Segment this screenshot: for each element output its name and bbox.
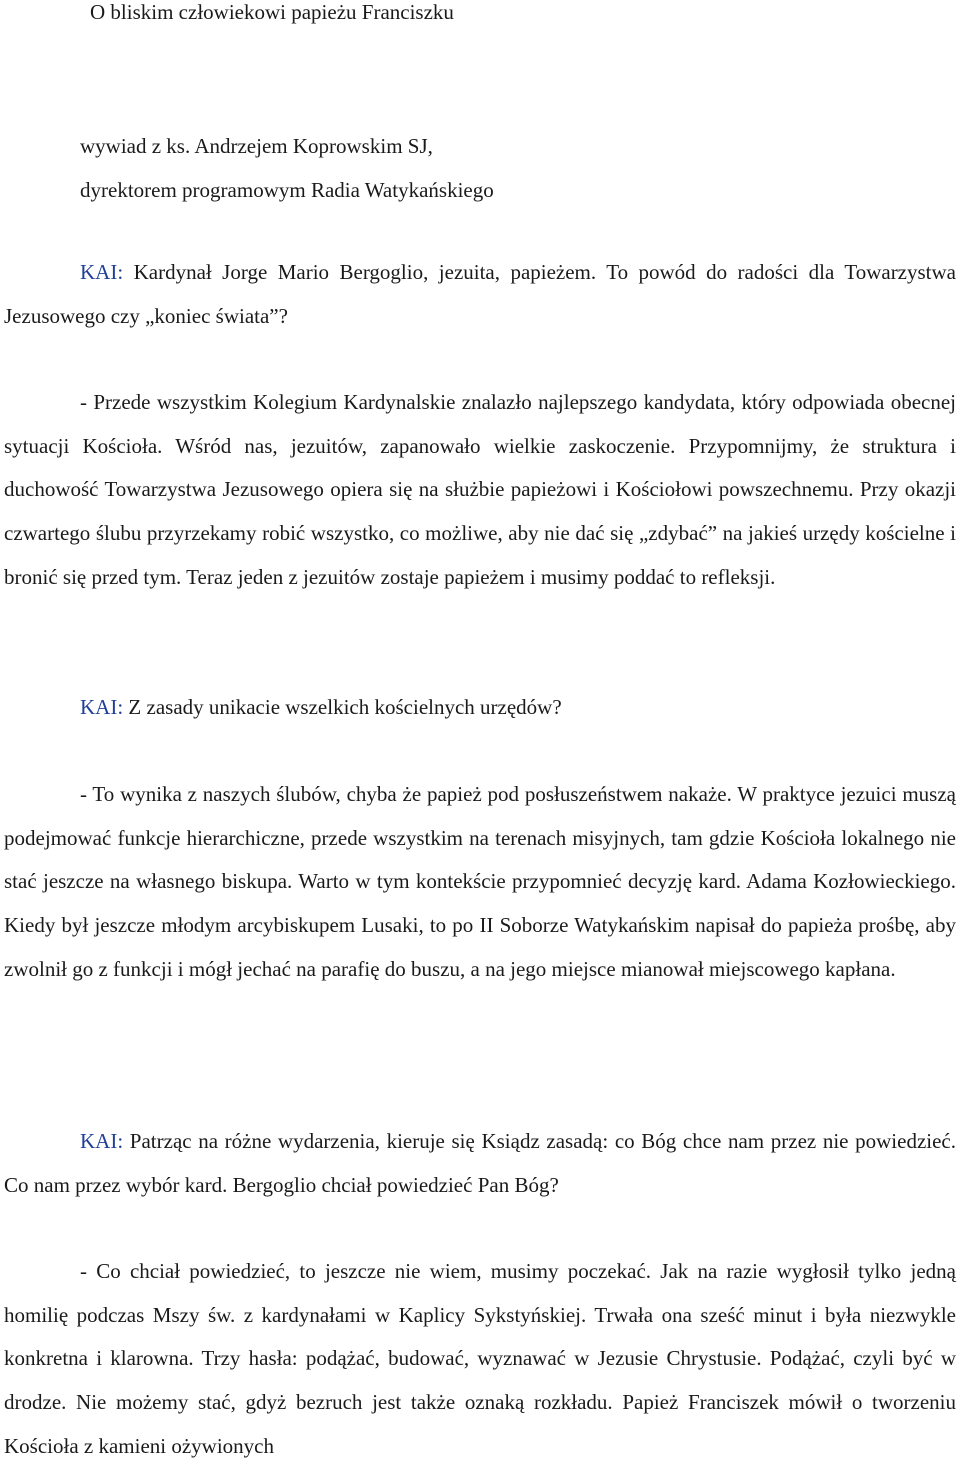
question-text: Kardynał Jorge Mario Bergoglio, jezuita, papieżem. To powód do radości dla Towarzystwa Jezusowego czy „koniec świata”? xyxy=(4,260,956,328)
subtitle-line: wywiad z ks. Andrzejem Koprowskim SJ, xyxy=(80,134,433,158)
answer-text: - Przede wszystkim Kolegium Kardynalskie znalazło najlepszego kandydata, który odpowiada obecnej sytuacji Kościoła. Wśród nas, jezuitów, zapanowało wielkie zaskoczenie. Przypomnijmy, że struktura i duchowość Towarzystwa Jezusowego opiera się na służbie papieżowi i Kościołowi powszechnemu. Przy okazji czwartego ślubu przyrzekamy robić wszystko, co możliwe, aby nie dać się „zdybać” na jakieś urzędy kościelne i bronić się przed tym. Teraz jeden z jezuitów zostaje papieżem i musimy poddać to refleksji. xyxy=(4,390,956,589)
kai-label: KAI: xyxy=(80,695,124,719)
answer-paragraph xyxy=(4,773,956,992)
kai-question-paragraph xyxy=(4,251,956,338)
kai-question-paragraph xyxy=(4,1120,956,1207)
kai-label: KAI: xyxy=(80,260,124,284)
answer-text: - To wynika z naszych ślubów, chyba że papież pod posłuszeństwem nakaże. W praktyce jezuici muszą podejmować funkcje hierarchiczne, przede wszystkim na terenach misyjnych, tam gdzie Kościoła lokalnego nie stać jeszcze na własnego biskupa. Warto w tym kontekście przypomnieć decyzję kard. Adama Kozłowieckiego. Kiedy był jeszcze młodym arcybiskupem Lusaki, to po II Soborze Watykańskim napisał do papieża prośbę, aby zwolnił go z funkcji i mógł jechać na parafię do buszu, a na jego miejsce mianował miejscowego kapłana. xyxy=(4,782,956,981)
answer-paragraph xyxy=(4,381,956,600)
answer-paragraph xyxy=(4,1250,956,1469)
document-title: O bliskim człowiekowi papieżu Franciszku xyxy=(90,0,454,24)
question-text: Patrząc na różne wydarzenia, kieruje się Ksiądz zasadą: co Bóg chce nam przez nie powiedzieć. Co nam przez wybór kard. Bergoglio chciał powiedzieć Pan Bóg? xyxy=(4,1129,956,1197)
subtitle-line: dyrektorem programowym Radia Watykańskiego xyxy=(80,178,494,202)
kai-question-paragraph xyxy=(4,686,956,730)
question-text: Z zasady unikacie wszelkich kościelnych urzędów? xyxy=(123,695,562,719)
interview-subtitle xyxy=(80,124,494,212)
answer-text: - Co chciał powiedzieć, to jeszcze nie wiem, musimy poczekać. Jak na razie wygłosił tylko jedną homilię podczas Mszy św. z kardynałami w Kaplicy Sykstyńskiej. Trwała ona sześć minut i była niezwykle konkretna i klarowna. Trzy hasła: podążać, budować, wyznawać w Jezusie Chrystusie. Podążać, czyli być w drodze. Nie możemy stać, gdyż bezruch jest także oznaką rozkładu. Papież Franciszek mówił o tworzeniu Kościoła z kamieni ożywionych xyxy=(4,1259,956,1458)
kai-label: KAI: xyxy=(80,1129,124,1153)
